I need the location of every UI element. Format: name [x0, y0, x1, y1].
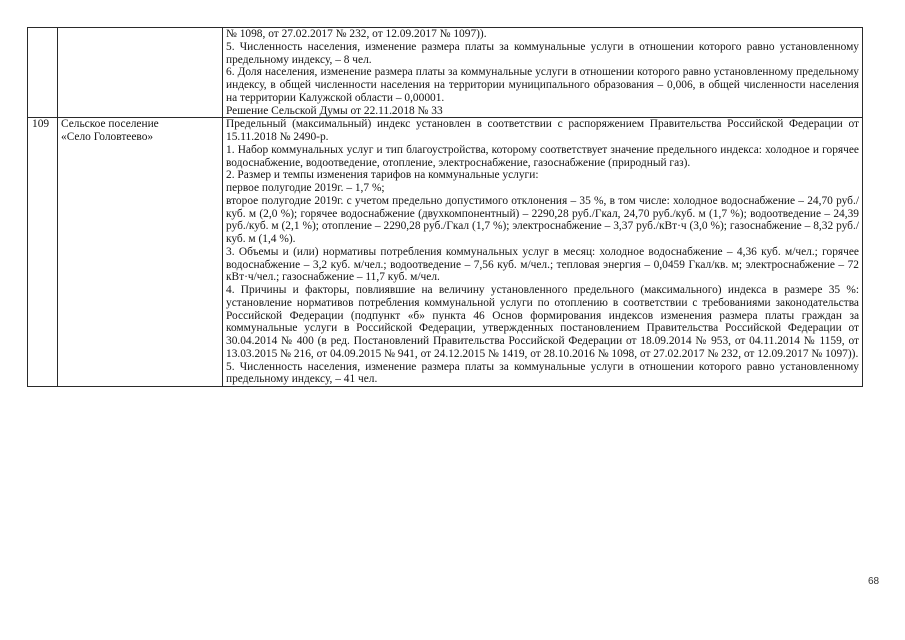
paragraph: второе полугодие 2019г. с учетом предельно допустимого отклонения – 35 %, в том числе: холодное водоснабжение – 24,70 руб./куб. м (2,0 %); горячее водоснабжение (двухкомпонентный) – 2290,28 руб./Гкал, 24,70 руб./куб. м (1,7 %); водоотведение – 24,39 руб./куб. м (2,1 %); отопление – 2290,28 руб./Гкал (1,7 %); электроснабжение – 3,37 руб./кВт·ч (3,0 %); газоснабжение – 8,32 руб./куб. м (1,4 %). — [226, 194, 859, 245]
table-row — [28, 118, 863, 387]
settlement-name-line: «Село Головтеево» — [61, 131, 154, 143]
row-number-cell: 109 — [28, 118, 58, 387]
paragraph: 5. Численность населения, изменение размера платы за коммунальные услуги в отношении которого равно установленному предельному индексу, – 8 чел. — [226, 40, 859, 66]
settlement-cell — [58, 28, 223, 118]
table-row — [28, 28, 863, 118]
paragraph: 4. Причины и факторы, повлиявшие на величину установленного предельного (максимального) индекса в размере 35 %: установление нормативов потребления коммунальной услуги по отоплению в соответствии с требованиями законодательства Российской Федерации (подпункт «б» пункта 46 Основ формирования индексов изменения размера платы граждан за коммунальные услуги в Российской Федерации, утвержденных постановлением Правительства Российской Федерации от 30.04.2014 № 400 (в ред. Постановлений Правительства Российской Федерации от 18.09.2014 № 953, от 04.11.2014 № 1159, от 13.03.2015 № 216, от 04.09.2015 № 941, от 24.12.2015 № 1419, от 28.10.2016 № 1098, от 27.02.2017 № 232, от 12.09.2017 № 1097)). — [226, 284, 859, 360]
paragraph: Решение Сельской Думы от 22.11.2018 № 33 — [226, 104, 443, 117]
paragraph: 1. Набор коммунальных услуг и тип благоустройства, которому соответствует значение предельного индекса: холодное и горячее водоснабжение, водоотведение, отопление, электроснабжение, газоснабжение (природный газ). — [226, 143, 859, 169]
description-cell — [223, 28, 863, 118]
paragraph: первое полугодие 2019г. – 1,7 %; — [226, 182, 385, 194]
settlement-cell — [58, 118, 223, 387]
paragraph: 3. Объемы и (или) нормативы потребления коммунальных услуг в месяц: холодное водоснабжение – 4,36 куб. м/чел.; горячее водоснабжение – 3,2 куб. м/чел.; водоотведение – 7,56 куб. м/чел.; тепловая энергия – 0,0459 Гкал/кв. м; электроснабжение – 72 кВт·ч/чел.; газоснабжение – 11,7 куб. м/чел. — [226, 245, 859, 284]
paragraph: 2. Размер и темпы изменения тарифов на коммунальные услуги: — [226, 169, 539, 182]
settlement-name-line: Сельское поселение — [61, 118, 159, 131]
paragraph: 5. Численность населения, изменение размера платы за коммунальные услуги в отношении которого равно установленному предельному индексу, – 41 чел. — [226, 360, 859, 386]
paragraph: Предельный (максимальный) индекс установлен в соответствии с распоряжением Правительства Российской Федерации от 15.11.2018 № 2490-р. — [226, 118, 859, 143]
row-number-cell — [28, 28, 58, 118]
index-table — [27, 27, 863, 387]
page-number: 68 — [868, 576, 880, 587]
paragraph: № 1098, от 27.02.2017 № 232, от 12.09.2017 № 1097)). — [226, 28, 487, 40]
description-cell — [223, 118, 863, 387]
paragraph: 6. Доля населения, изменение размера платы за коммунальные услуги в отношении которого равно установленному предельному индексу, в общей численности населения на территории муниципального образования – 0,006, в общей численности населения на территории Калужской области – 0,00001. — [226, 66, 859, 104]
